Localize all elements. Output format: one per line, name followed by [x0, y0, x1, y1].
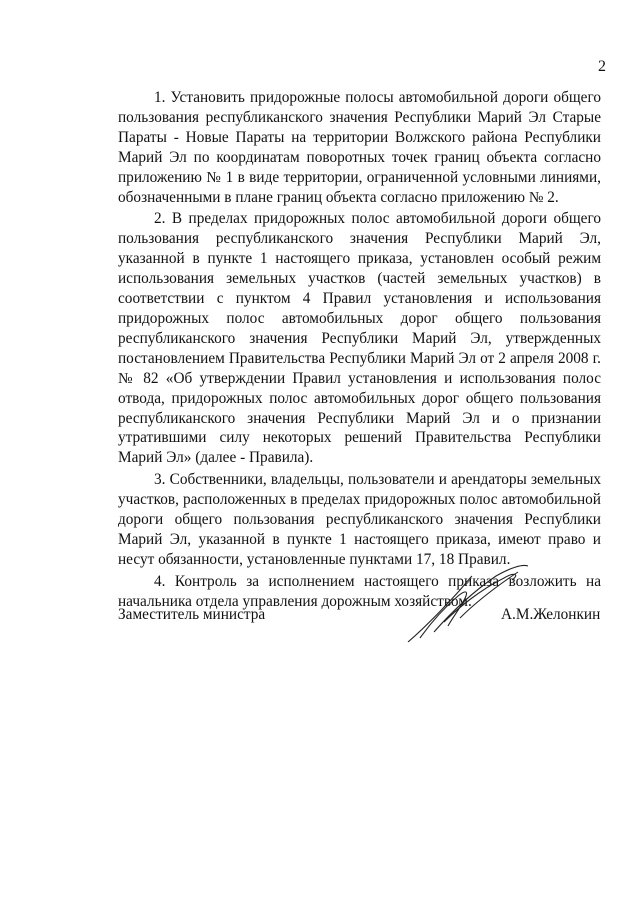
paragraph-2: 2. В пределах придорожных полос автомобильной дороги общего пользования республиканского значения Республики Марий Эл, указанной в пункте 1 настоящего приказа, установлен особый режим использования земельных участков (частей земельных участков) в соответствии с пунктом 4 Правил установления и использования придорожных полос автомобильных дорог общего пользования республиканского значения Республики Марий Эл, утвержденных постановлением Правительства Республики Марий Эл от 2 апреля 2008 г. № 82 «Об утверждении Правил установления и использования полос отвода, придорожных полос автомобильных дорог общего пользования республиканского значения Республики Марий Эл и о признании утратившими силу некоторых решений Правительства Республики Марий Эл» (далее - Правила).	[118, 210, 601, 467]
handwritten-signature	[400, 560, 535, 650]
page-number: 2	[598, 58, 606, 75]
paragraph-4: 4. Контроль за исполнением настоящего приказа возложить на начальника отдела управления дорожным хозяйством.	[118, 572, 601, 610]
signatory-name: А.М.Желонкин	[501, 606, 601, 623]
paragraph-1: 1. Установить придорожные полосы автомобильной дороги общего пользования республиканского значения Республики Марий Эл Старые Параты - Новые Параты на территории Волжского района Республики Марий Эл по координатам поворотных точек границ объекта согласно приложению № 1 в виде территории, ограниченной условными линиями, обозначенными в плане границ объекта согласно приложению № 2.	[118, 89, 601, 206]
signatory-position: Заместитель министра	[118, 606, 266, 623]
paragraph-3: 3. Собственники, владельцы, пользователи и арендаторы земельных участков, расположенных в пределах придорожных полос автомобильной дороги общего пользования республиканского значения Республики Марий Эл, указанной в пункте 1 настоящего приказа, имеют право и несут обязанности, установленные пунктами 17, 18 Правил.	[118, 471, 601, 568]
order-body	[118, 88, 601, 614]
